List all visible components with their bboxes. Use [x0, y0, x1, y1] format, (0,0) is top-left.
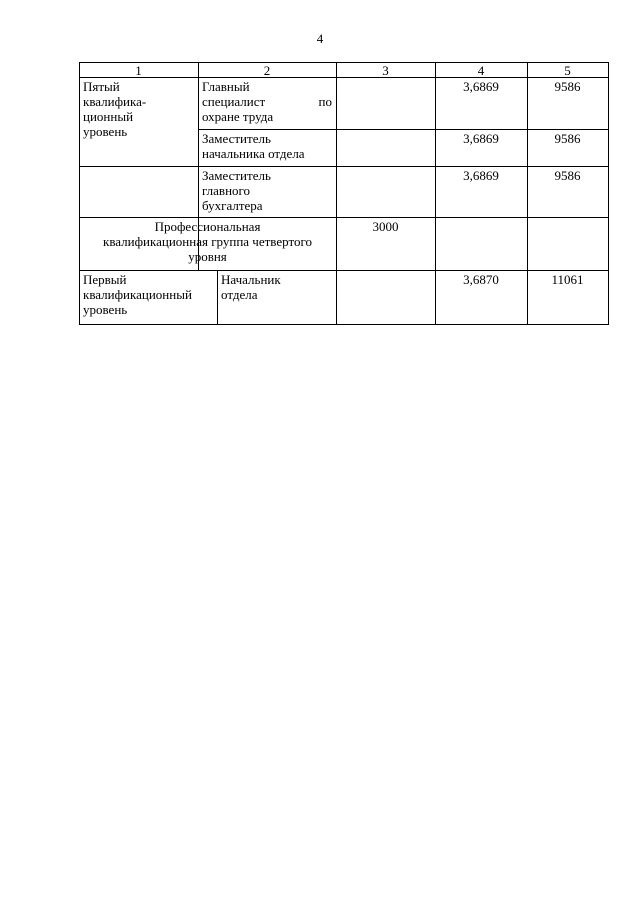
level-line: квалификационный	[83, 287, 192, 302]
position-line: охране труда	[202, 109, 274, 124]
header-col-3: 3	[382, 63, 389, 78]
level-line: Первый	[83, 272, 127, 287]
coefficient-cell: 3,6869	[463, 131, 499, 146]
position-line: отдела	[221, 287, 258, 302]
header-col-1: 1	[135, 63, 142, 78]
group-line: уровня	[188, 249, 227, 264]
group-heading-cell	[79, 218, 336, 265]
table-border-bottom	[79, 324, 609, 325]
position-line: Главный	[202, 79, 250, 94]
position-cell	[217, 271, 336, 303]
group-line: Профессиональная	[154, 219, 261, 234]
position-word: по	[318, 94, 332, 109]
level-cell	[79, 271, 217, 318]
position-line: бухгалтера	[202, 198, 263, 213]
salary-cell: 9586	[554, 168, 581, 183]
position-cell	[198, 130, 336, 162]
col-rule	[336, 62, 337, 325]
group-line: квалификационная группа четвертого	[103, 234, 312, 249]
position-line: начальника отдела	[202, 146, 305, 161]
level-line: Пятый	[83, 79, 120, 94]
table-border-right	[608, 62, 609, 325]
salary-cell: 9586	[554, 79, 581, 94]
position-cell	[198, 78, 336, 125]
position-word: специалист	[202, 94, 266, 109]
position-line: Начальник	[221, 272, 281, 287]
level-line: уровень	[83, 302, 128, 317]
position-line: Заместитель	[202, 131, 271, 146]
header-col-2: 2	[263, 63, 271, 78]
level-line: квалифика-	[83, 94, 147, 109]
header-col-5: 5	[564, 63, 571, 78]
salary-table	[79, 62, 609, 325]
position-line: Заместитель	[202, 168, 271, 183]
level-line: уровень	[83, 124, 128, 139]
position-cell	[198, 167, 336, 214]
position-line: главного	[202, 183, 251, 198]
coefficient-cell: 3,6870	[463, 272, 499, 287]
header-col-4: 4	[477, 63, 485, 78]
coefficient-cell: 3,6869	[463, 168, 499, 183]
level-cell	[79, 78, 198, 140]
base-salary-cell: 3000	[372, 219, 399, 234]
salary-cell: 11061	[551, 272, 584, 287]
level-line: ционный	[83, 109, 134, 124]
coefficient-cell: 3,6869	[463, 79, 499, 94]
page-number: 4	[316, 31, 324, 46]
salary-cell: 9586	[554, 131, 581, 146]
position-line	[202, 94, 332, 109]
